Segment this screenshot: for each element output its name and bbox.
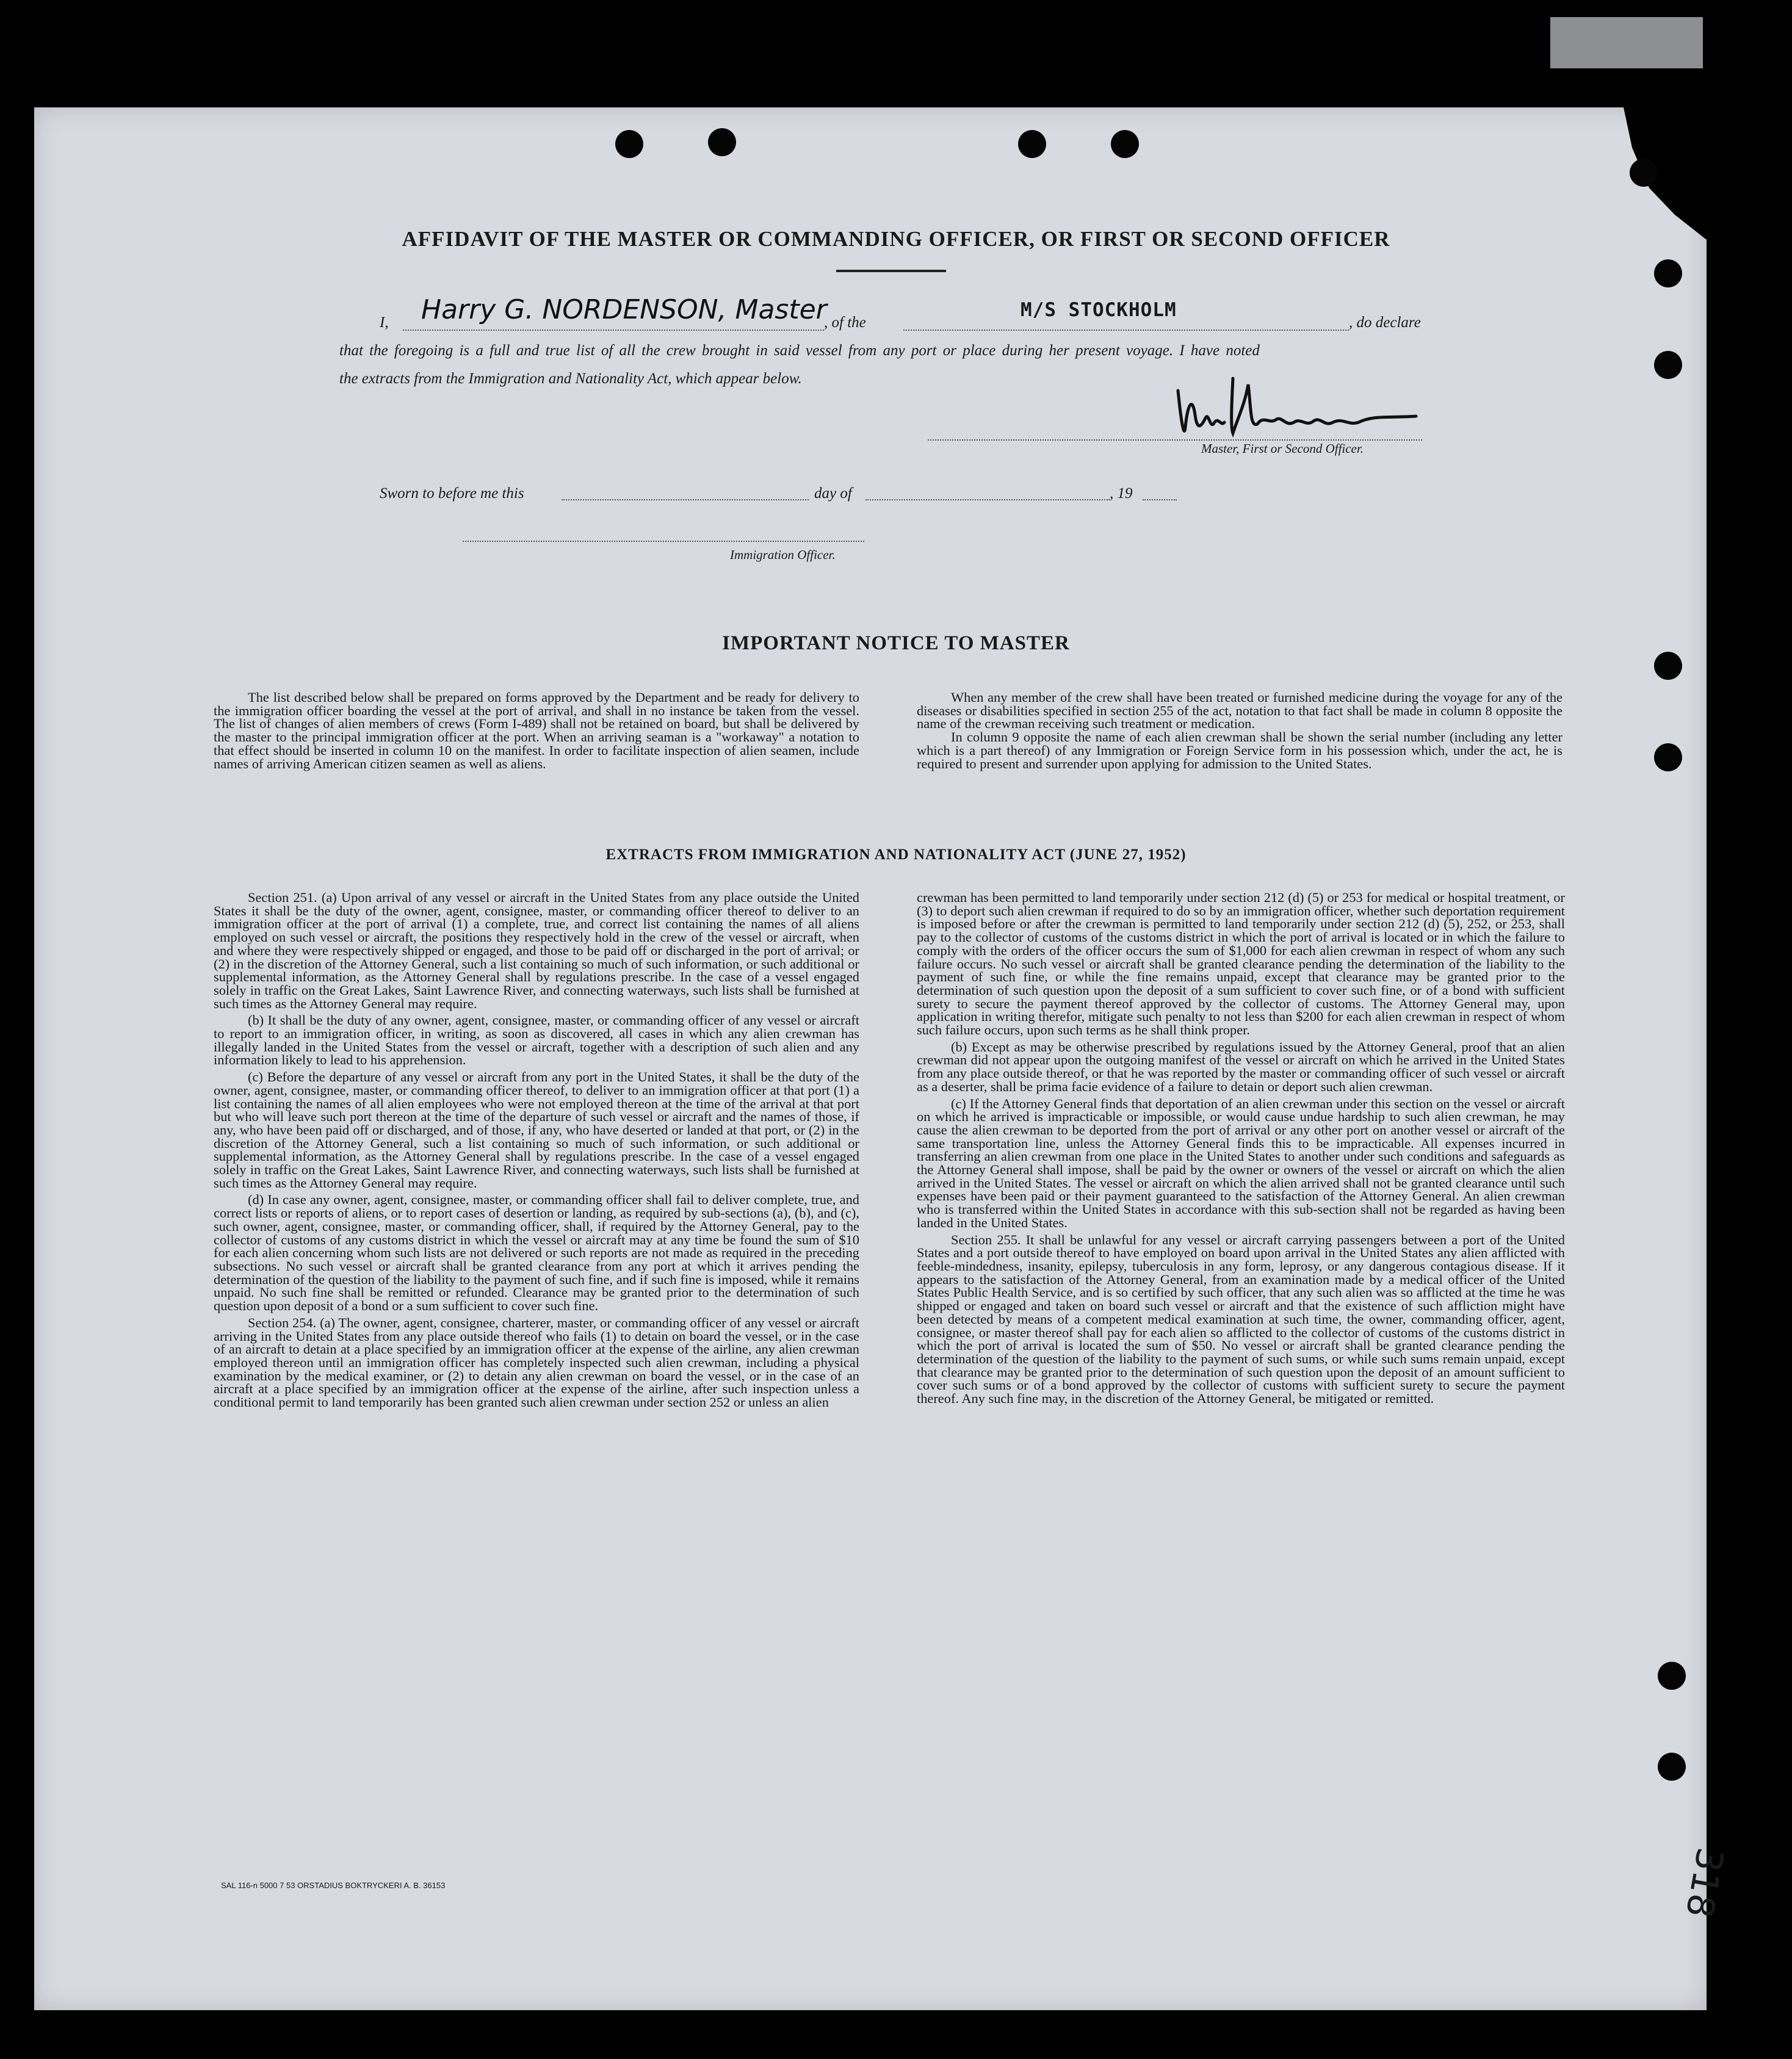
punch-hole [1654,652,1682,680]
vessel-stamp: M/S STOCKHOLM [1021,299,1177,321]
handwritten-name: Harry G. NORDENSON, Master [421,294,827,325]
title-rule [836,270,946,272]
sworn-day-line [562,499,809,500]
paper-tag [1550,17,1703,68]
punch-hole [708,128,736,156]
form-code-footer: SAL 116-n 5000 7 53 ORSTADIUS BOKTRYCKERI A. B. 36153 [221,1881,446,1890]
sworn-label: Sworn to before me this [380,485,524,502]
affidavit-line-3: the extracts from the Immigration and Nationality Act, which appear below. [339,370,802,387]
sworn-month-line [865,499,1110,500]
extracts-right-column [917,891,1565,1405]
notice-paragraph: The list described below shall be prepared on forms approved by the Department and be ready for delivery to the immigration officer boarding the vessel at the port of arrival, and shall in no instance be taken from the vessel. The list of changes of alien members of crews (Form I-489) shall not be retained on board, but shall be delivered by the master to the principal immigration officer at the port. When an arriving seaman is a "workaway" a notation to that effect should be inserted in column 10 on the manifest. In order to facilitate inspection of alien seamen, include names of arriving American citizen seamen as well as aliens. [214,690,859,771]
punch-hole [1111,130,1139,158]
notice-paragraph: When any member of the crew shall have been treated or furnished medicine during the voyage for any of the diseases or disabilities specified in section 255 of the act, notation to that fact shall be made in column 8 opposite the name of the crewman receiving such treatment or medication. [917,690,1563,732]
affidavit-i-label: I, [380,314,389,331]
affidavit-title: AFFIDAVIT OF THE MASTER OR COMMANDING OFFICER, OR FIRST OR SECOND OFFICER [402,227,1390,251]
vessel-line [903,330,1349,331]
notice-left-column [214,691,859,770]
extract-paragraph: Section 251. (a) Upon arrival of any vessel or aircraft in the United States from any place outside the United States it shall be the duty of the owner, agent, consignee, master, or commanding officer thereof to deliver to an immigration officer at the port of arrival (1) a complete, true, and correct list containing the names of all aliens employed on such vessel or aircraft, the positions they respectively hold in the crew of the vessel or aircraft, when and where they were respectively shipped or engaged, and those to be paid off or discharged in the port of arrival; or (2) in the discretion of the Attorney General, such a list containing so much of such information, or such additional or supplemental information, as the Attorney General shall by regulations prescribe. In the case of a vessel engaged solely in traffic on the Great Lakes, Saint Lawrence River, and connecting waterways, such lists shall be furnished at such times as the Attorney General may require. [214,890,859,1011]
name-line [403,330,824,331]
signature-caption: Master, First or Second Officer. [1201,441,1364,456]
notice-title: IMPORTANT NOTICE TO MASTER [722,632,1070,654]
do-declare-label: , do declare [1349,314,1421,331]
year-prefix: , 19 [1110,485,1133,502]
extract-paragraph: Section 254. (a) The owner, agent, consignee, charterer, master, or commanding officer of any vessel or aircraft arriving in the United States from any place outside thereof who fails (1) to detain on board the vessel, or in the case of an aircraft to detain at a place specified by an immigration officer at the expense of the airline, any alien crewman employed thereon until an immigration officer has completely inspected such alien crewman, including a physical examination by the medical examiner, or (2) to detain any alien crewman on board the vessel, or in the case of an aircraft at a place specified by an immigration officer at the expense of the airline, after such inspection unless a conditional permit to land temporarily has been granted such alien crewman under section 252 or unless an alien [214,1314,859,1410]
affidavit-line-2: that the foregoing is a full and true list of all the crew brought in said vessel from any port or place during her present voyage. I have noted [339,342,1260,359]
extract-paragraph: (b) Except as may be otherwise prescribed by regulations issued by the Attorney General, proof that an alien crewman did not appear upon the outgoing manifest of the vessel or aircraft on which he arrived in the United States from any place outside thereof, or that he was reported by the master or commanding officer of such vessel or aircraft as a deserter, shall be prima facie evidence of a failure to detain or deport such alien crewman. [917,1039,1565,1094]
punch-hole [1654,743,1682,771]
of-the-label: , of the [824,314,866,331]
punch-hole [1654,259,1682,287]
extract-paragraph: (d) In case any owner, agent, consignee, master, or commanding officer shall fail to deliver complete, true, and correct lists or reports of aliens, or to report cases of desertion or landing, as required by sub-sections (a), (b), and (c), such owner, agent, consignee, master, or commanding officer, shall, if required by the Attorney General, pay to the collector of customs of any customs district in which the vessel or aircraft may at any time be found the sum of $10 for each alien concerning whom such lists are not delivered or such reports are not made as required in the preceding subsections. No such vessel or aircraft shall be granted clearance from any port at which it arrives pending the determination of the question of the liability to the payment of such fine, and if such fine is imposed, while it remains unpaid. No such fine shall be remitted or refunded. Clearance may be granted prior to the determination of such question upon deposit of a bond or a sum sufficient to cover such fine. [214,1192,859,1314]
notice-right-column [917,691,1563,770]
extracts-title: EXTRACTS FROM IMMIGRATION AND NATIONALITY ACT (JUNE 27, 1952) [605,846,1187,863]
immigration-officer-label: Immigration Officer. [730,547,836,562]
handwritten-page-number: 318 [1677,1844,1732,1921]
punch-hole [1654,351,1682,379]
extract-paragraph: (c) If the Attorney General finds that deportation of an alien crewman under this section on the vessel or aircraft on which he arrived is impracticable or impossible, or would cause undue hardship to such alien crewman, he may cause the alien crewman to be deported from the port of arrival or any other port on another vessel or aircraft of the same transportation line, unless the Attorney General finds this to be impracticable. All expenses incurred in transferring an alien crewman from one place in the United States to another under such conditions and safeguards as the Attorney General shall impose, shall be paid by the owner or owners of the vessel or aircraft on which the alien arrived in the United States. The vessel or aircraft on which the alien arrived shall not be granted clearance until such expenses have been paid or their payment guaranteed to the satisfaction of the Attorney General. An alien crewman who is transferred within the United States in accordance with this sub-section shall not be regarded as having been landed in the United States. [917,1095,1565,1230]
day-of-label: day of [814,485,852,502]
extract-paragraph: Section 255. It shall be unlawful for any vessel or aircraft carrying passengers between a port of the United States and a port outside thereof to have employed on board upon arrival in the United States any alien afflicted with feeble-mindedness, insanity, epilepsy, tuberculosis in any form, leprosy, or any dangerous contagious disease. If it appears to the satisfaction of the Attorney General, from an examination made by a medical officer of the United States Public Health Service, and is so certified by such officer, that any such alien was so afflicted at the time he was shipped or engaged and taken on board such vessel or aircraft and that the existence of such affliction might have been detected by means of a competent medical examination at such time, the owner, commanding officer, agent, consignee, or master thereof shall pay for each alien so afflicted to the collector of customs of the customs district in which the port of arrival is located the sum of $50. No vessel or aircraft shall be granted clearance pending the determination of the question of the liability to the payment of such sums, or while such sums remain unpaid, except that clearance may be granted prior to the determination of such question upon the deposit of an amount sufficient to cover such sums or of a bond approved by the collector of customs with sufficient surety to secure the payment thereof. Any such fine may, in the discretion of the Attorney General, be mitigated or remitted. [917,1231,1565,1407]
extract-paragraph: (b) It shall be the duty of any owner, agent, consignee, master, or commanding officer of any vessel or aircraft to report to an immigration officer, in writing, as soon as discovered, all cases in which any alien crewman has illegally landed in the United States from the vessel or aircraft, together with a description of such alien and any information likely to lead to his apprehension. [214,1012,859,1068]
punch-hole [1658,1662,1686,1690]
punch-hole [615,130,643,158]
punch-hole [1630,159,1658,187]
punch-hole [1018,130,1046,158]
notice-paragraph: In column 9 opposite the name of each alien crewman shall be shown the serial number (including any letter which is a part thereof) of any Immigration or Foreign Service form in his possession which, under the act, he is required to present and surrender upon applying for admission to the United States. [917,729,1563,771]
extract-paragraph: crewman has been permitted to land temporarily under section 212 (d) (5) or 253 for medical or hospital treatment, or (3) to deport such alien crewman if required to do so by an immigration officer, whether such deportation requirement is imposed before or after the crewman is permitted to land temporarily under section 212 (d) (5), 252, or 253, shall pay to the collector of customs of the customs district in which the port of arrival is located or in which the failure to comply with the orders of the officer occurs the sum of $1,000 for each alien crewman in respect of whom any such failure occurs. No such vessel or aircraft shall be granted clearance pending the determination of the liability to the payment of such fine, or while the fine remains unpaid, except that clearance may be granted prior to the determination of such question upon the deposit of a sum sufficient to cover such fine, or of a bond with sufficient surety to secure the payment thereof approved by the collector of customs. The Attorney General may, upon application in writing therefor, mitigate such penalty to not less than $200 for each alien crewman in respect of whom such failure occurs, upon such terms as he shall think proper. [917,890,1565,1038]
extract-paragraph: (c) Before the departure of any vessel or aircraft from any port in the United States, it shall be the duty of the owner, agent, consignee, master, or commanding officer thereof, to deliver to an immigration officer at that port (1) a list containing the names of all alien employees who were not employed thereon at the time of the arrival at that port but who will leave such port thereon at the time of the departure of such vessel or aircraft and the names of those, if any, who have been paid off or discharged, and of those, if any, who have deserted or landed at that port, or (2) in the discretion of the Attorney General, such a list containing so much of such information, or such additional or supplemental information, as the Attorney General shall by regulations prescribe. In the case of a vessel engaged solely in traffic on the Great Lakes, Saint Lawrence River, and connecting waterways, such lists shall be furnished at such times as the Attorney General may require. [214,1069,859,1191]
sworn-year-line [1143,499,1177,500]
extracts-left-column [214,891,859,1409]
punch-hole [1658,1753,1686,1781]
